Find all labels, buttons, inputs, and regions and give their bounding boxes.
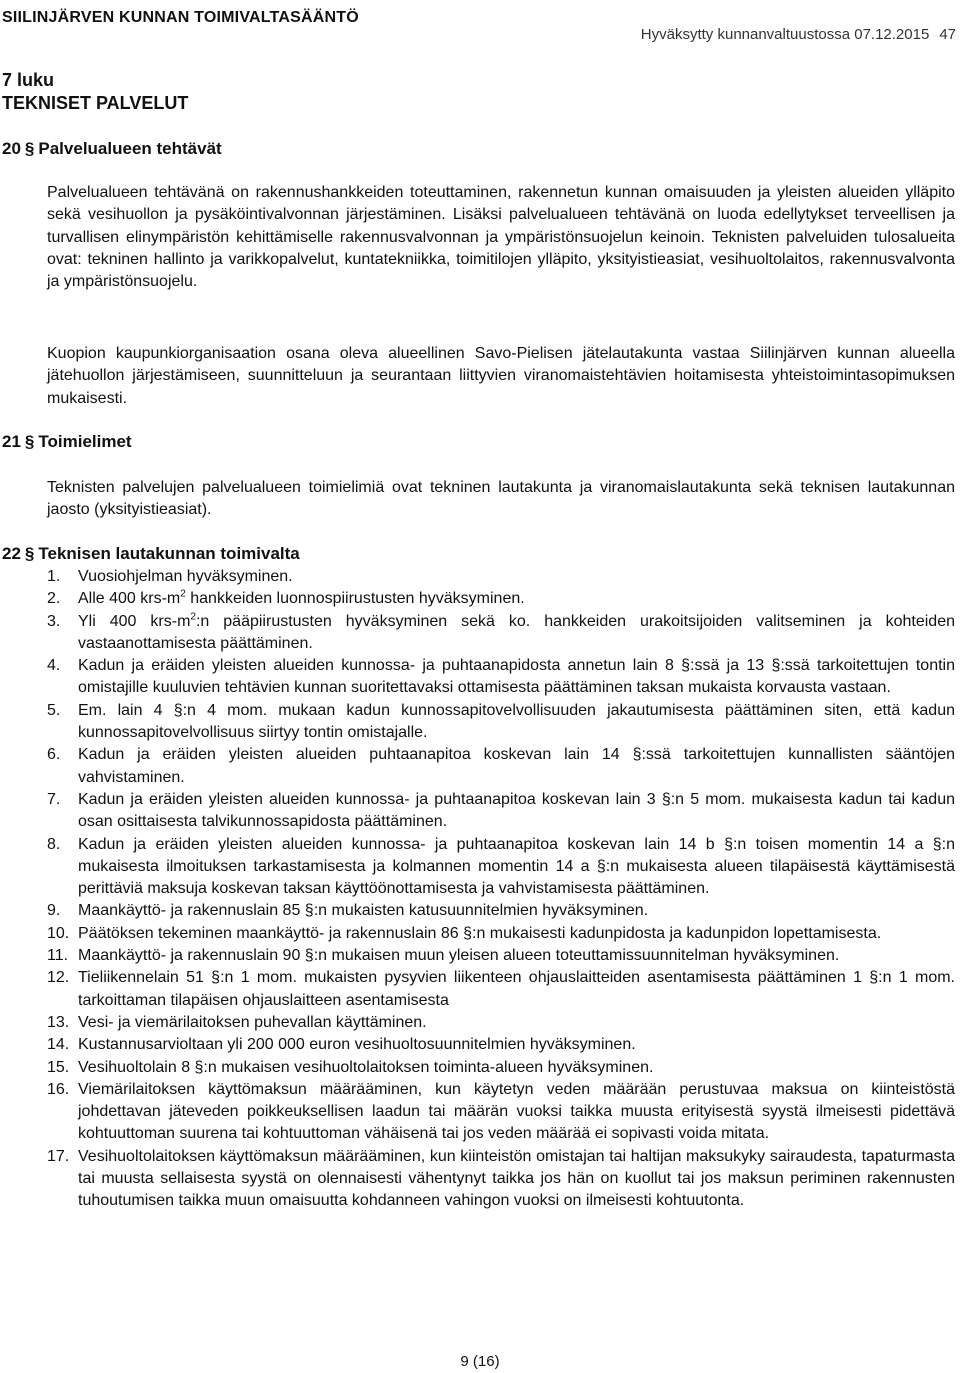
paragraph-21: Teknisten palvelujen palvelualueen toimielimiä ovat tekninen lautakunta ja viranomaislautakunta sekä teknisen lautakunnan jaosto (yksityistieasiat). <box>47 479 955 519</box>
item-number: 14. <box>47 1036 70 1054</box>
superscript: 2 <box>190 611 196 623</box>
section-number: 20 <box>2 139 21 158</box>
list-item <box>47 945 955 967</box>
item-number: 13. <box>47 1013 70 1031</box>
section-symbol: § <box>24 432 35 451</box>
item-text: Vesihuoltolain 8 §:n mukaisen vesihuoltolaitoksen toiminta-alueen hyväksyminen. <box>78 1058 654 1076</box>
item-text: Em. lain 4 §:n 4 mom. mukaan kadun kunnossapitovelvollisuuden jakautumisesta päättäminen siten, että kadun kunnossapitovelvollisuus siirtyy tontin omistajalle. <box>78 701 955 742</box>
item-number: 16. <box>47 1080 70 1098</box>
item-text: Maankäyttö- ja rakennuslain 85 §:n mukaisten katusuunnitelmien hyväksyminen. <box>78 902 649 920</box>
list-item <box>47 1146 955 1213</box>
section-title: Palvelualueen tehtävät <box>38 139 222 158</box>
item-number: 15. <box>47 1058 70 1076</box>
list-item <box>47 967 955 1012</box>
item-number: 6. <box>47 746 61 764</box>
list-item <box>47 1079 955 1146</box>
section-title: Toimielimet <box>38 432 132 451</box>
paragraph-20-1: Palvelualueen tehtävänä on rakennushankkeiden toteuttaminen, rakennetun kunnan omaisuuden ja yleisten alueiden ylläpito sekä vesihuollon ja pysäköintivalvonnan järjestäminen. Lisäksi palvelualueen tehtävänä on luoda edellytykset terveellisen ja turvallisen elinympäristön kehittämiselle rakennusvalvonnan ja ympäristönsuojelun keinoin. Teknisten palveluiden tulosalueita ovat: tekninen hallinto ja varikkopalvelut, kuntatekniikka, toimitilojen ylläpito, yksityistieasiat, vesihuoltolaitos, rakennusvalvonta ja ympäristönsuojelu. <box>47 184 955 291</box>
section-heading-22 <box>2 543 300 565</box>
list-item <box>47 588 955 610</box>
list-item <box>47 611 955 656</box>
list-item <box>47 655 955 700</box>
section-heading-21 <box>2 431 132 453</box>
item-number: 9. <box>47 902 61 920</box>
item-number: 17. <box>47 1147 70 1165</box>
section-number: 22 <box>2 544 21 563</box>
item-number: 2. <box>47 590 61 608</box>
item-text: Kustannusarvioltaan yli 200 000 euron vesihuoltosuunnitelmien hyväksyminen. <box>78 1036 636 1054</box>
item-text: Vesi- ja viemärilaitoksen puhevallan käyttäminen. <box>78 1013 427 1031</box>
list-item <box>47 1012 955 1034</box>
powers-list <box>47 566 955 1213</box>
chapter-number: 7 luku <box>2 70 55 90</box>
list-item <box>47 1057 955 1079</box>
item-number: 8. <box>47 835 61 853</box>
section-number: 21 <box>2 432 21 451</box>
header-meta <box>641 24 956 46</box>
item-text: Viemärilaitoksen käyttömaksun määrääminen, kun käytetyn veden määrään perustuvaa maksua on kiinteistöstä johdettavan jäteveden poikkeuksellisen laadun tai määrän vuoksi taikka muusta erityisestä syystä ilmeisesti pidettävä kohtuuttoman suurena tai kohtuuttoman vähäisenä tai jos veden määrää ei sopivasti voida mitata. <box>78 1080 955 1143</box>
list-item <box>47 1034 955 1056</box>
paragraph-20-2: Kuopion kaupunkiorganisaation osana oleva alueellinen Savo-Pielisen jätelautakunta vastaa Siilinjärven kunnan alueella jätehuollon järjestämiseen, suunnitteluun ja seurantaan liittyvien viranomaistehtävien hoitamisesta yhteistoimintasopimuksen mukaisesti. <box>47 345 955 407</box>
item-text: Vuosiohjelman hyväksyminen. <box>78 568 293 585</box>
item-text: Kadun ja eräiden yleisten alueiden kunnossa- ja puhtaanapidosta annetun lain 8 §:ssä ja 13 §:ssä tarkoitettujen tontin omistajille kuuluvien tehtävien kunnan suoritettavaksi ottamisesta päättäminen taksan mukaista korvausta vastaan. <box>78 657 955 697</box>
item-text-end: hankkeiden luonnospiirustusten hyväksyminen. <box>185 590 525 608</box>
section-title: Teknisen lautakunnan toimivalta <box>38 544 300 563</box>
list-item <box>47 923 955 945</box>
list-item <box>47 566 955 588</box>
item-text: Kadun ja eräiden yleisten alueiden kunnossa- ja puhtaanapitoa koskevan lain 3 §:n 5 mom. mukaisesta kadun tai kadun osan osittaisesta talvikunnossapidosta päättäminen. <box>78 790 955 831</box>
item-number: 3. <box>47 612 61 630</box>
item-text-start: Alle 400 krs-m <box>78 590 181 608</box>
superscript: 2 <box>180 588 186 600</box>
item-text: Kadun ja eräiden yleisten alueiden puhtaanapitoa koskevan lain 14 §:ssä tarkoitettujen kunnallisten sääntöjen vahvistaminen. <box>78 746 955 786</box>
list-item <box>47 900 955 922</box>
approval-note: Hyväksytty kunnanvaltuustossa 07.12.2015 <box>640 26 930 43</box>
item-text: Maankäyttö- ja rakennuslain 90 §:n mukaisen muun yleisen alueen toteuttamissuunnitelman hyväksyminen. <box>78 947 840 965</box>
page-footer: 9 (16) <box>460 1353 500 1370</box>
list-item <box>47 789 955 834</box>
item-text: Kadun ja eräiden yleisten alueiden kunnossa- ja puhtaanapitoa koskevan lain 14 b §:n toisen momentin 14 a §:n mukaisesta ilmoituksen tarkastamisesta ja kolmannen momentin 14 a §:n mukaisesta alueen tilapäisestä käyttämisestä perittäviä maksuja koskevan taksan käyttöönottamisesta ja vahvistamisesta päättäminen. <box>78 835 955 898</box>
document-title: SIILINJÄRVEN KUNNAN TOIMIVALTASÄÄNTÖ <box>2 9 359 26</box>
list-item <box>47 700 955 745</box>
page-header <box>0 0 960 46</box>
item-number: 12. <box>47 969 70 987</box>
item-text-end: :n pääpiirustusten hyväksyminen sekä ko. hankkeiden urakoitsijoiden valitseminen ja kohteiden vastaanottamisesta päättäminen. <box>78 612 955 652</box>
chapter-heading <box>2 69 188 115</box>
item-number: 10. <box>47 924 70 942</box>
section-symbol: § <box>24 544 35 563</box>
item-number: 5. <box>47 701 61 719</box>
item-number: 1. <box>47 568 61 585</box>
item-text: Päätöksen tekeminen maankäyttö- ja rakennuslain 86 §:n mukaisesti kadunpidosta ja kadunpidon lopettamisesta. <box>78 924 882 942</box>
header-page-number: 47 <box>939 26 956 43</box>
item-number: 7. <box>47 790 61 808</box>
item-number: 4. <box>47 657 61 675</box>
list-item <box>47 834 955 901</box>
list-item <box>47 744 955 789</box>
section-symbol: § <box>24 139 35 158</box>
item-number: 11. <box>47 947 69 965</box>
item-text: Tieliikennelain 51 §:n 1 mom. mukaisten pysyvien liikenteen ohjauslaitteiden asentamisesta päättäminen 1 §:n 1 mom. tarkoittaman tilapäisen ohjauslaitteen asentamisesta <box>78 969 955 1009</box>
item-text-start: Yli 400 krs-m <box>78 612 191 630</box>
section-heading-20 <box>2 138 222 160</box>
chapter-title: TEKNISET PALVELUT <box>2 93 189 113</box>
item-text: Vesihuoltolaitoksen käyttömaksun määrääminen, kun kiinteistön omistajan tai haltijan maksukyky sairaudesta, tapaturmasta tai muusta sellaisesta syystä on olennaisesti vähentynyt taikka jos hän on kuollut tai jos maksun periminen rakennusten tuhoutumisen taikka muun omaisuutta kohdanneen vahingon vuoksi on ilmeisesti kohtuutonta. <box>78 1147 955 1210</box>
